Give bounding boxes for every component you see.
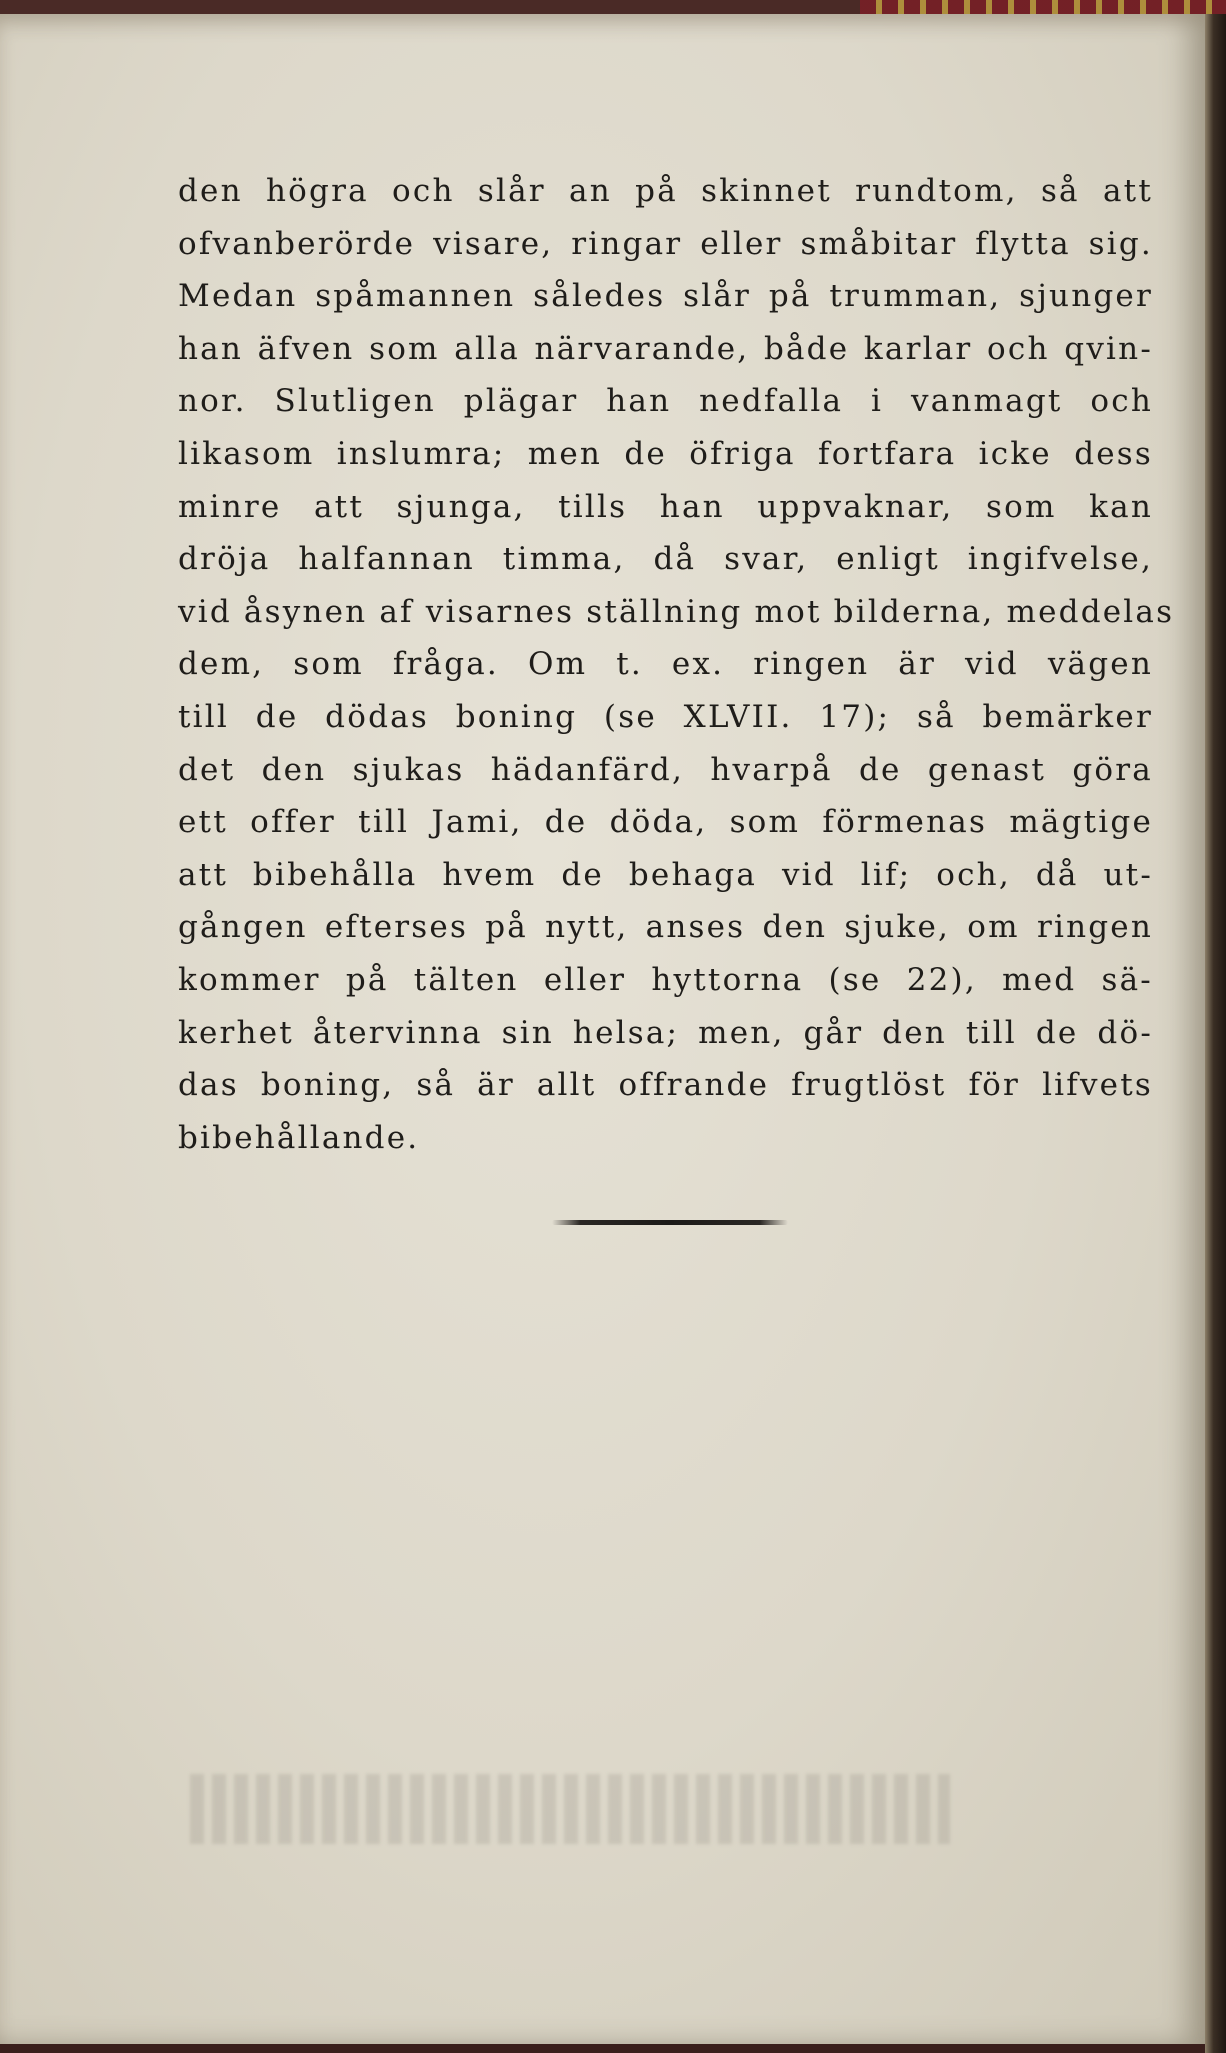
text-line: den högra och slår an på skinnet rundtom, så att	[178, 173, 1153, 209]
text-line: kerhet återvinna sin helsa; men, går den till de dö-	[178, 1014, 1153, 1051]
text-line: han äfven som alla närvarande, både karlar och qvin-	[178, 330, 1153, 367]
text-line: vid åsynen af visarnes ställning mot bilderna, meddelas	[178, 593, 1175, 630]
body-text	[178, 165, 1175, 1164]
text-line: minre att sjunga, tills han uppvaknar, som kan	[178, 488, 1153, 525]
text-line: likasom inslumra; men de öfriga fortfara icke dess	[178, 435, 1153, 472]
text-line: gången efterses på nytt, anses den sjuke, om ringen	[178, 909, 1153, 946]
bleed-through-text	[190, 1774, 950, 1844]
text-line: das boning, så är allt offrande frugtlöst för lifvets	[178, 1067, 1153, 1104]
text-line: dröja halfannan timma, då svar, enligt ingifvelse,	[178, 541, 1153, 578]
text-line: dem, som fråga. Om t. ex. ringen är vid vägen	[178, 646, 1153, 683]
text-line: ofvanberörde visare, ringar eller småbitar flytta sig.	[178, 225, 1153, 262]
text-line: det den sjukas hädanfärd, hvarpå de genast göra	[178, 751, 1153, 788]
page-gutter-shadow	[1205, 14, 1226, 2053]
text-line: att bibehålla hvem de behaga vid lif; och, då ut-	[178, 856, 1153, 893]
section-divider-rule	[552, 1220, 788, 1225]
text-line: nor. Slutligen plägar han nedfalla i vanmagt och	[178, 383, 1153, 420]
text-line: bibehållande.	[178, 1119, 420, 1156]
text-line: kommer på tälten eller hyttorna (se 22), med sä-	[178, 961, 1153, 998]
text-line: ett offer till Jami, de döda, som förmenas mägtige	[178, 804, 1153, 841]
text-line: Medan spåmannen således slår på trumman, sjunger	[178, 278, 1153, 315]
text-line: till de dödas boning (se XLVII. 17); så bemärker	[178, 698, 1153, 735]
